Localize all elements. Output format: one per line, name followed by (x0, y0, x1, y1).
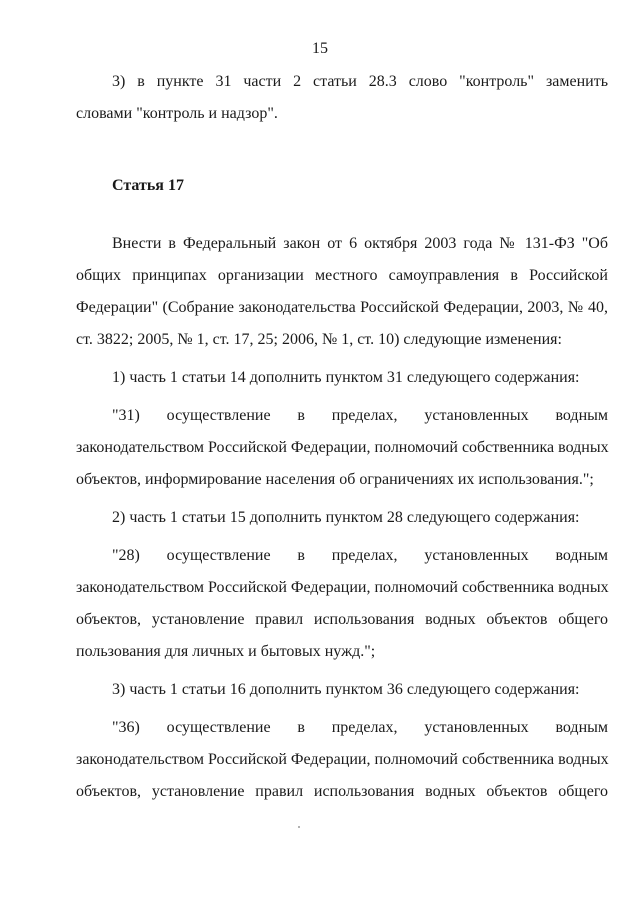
paragraph-item-2 (76, 502, 608, 534)
text-line: объектов, информирование населения об ограничениях их использования."; (76, 471, 594, 488)
text-line: объектов, установление правил использования водных объектов общего (76, 611, 608, 628)
paragraph-quote-36 (76, 712, 608, 808)
spacer (76, 130, 608, 170)
text-line: Внести в Федеральный закон от 6 октября 2003 года № 131-ФЗ "Об (112, 235, 608, 252)
paragraph-item-3 (76, 674, 608, 706)
text-line: словами "контроль и надзор". (76, 105, 278, 122)
text-line: 3) в пункте 31 части 2 статьи 28.3 слово "контроль" заменить (112, 73, 608, 90)
text-line: "31) осуществление в пределах, установленных водным (112, 407, 608, 424)
paragraph-item-1 (76, 362, 608, 394)
paragraph-amendment-3 (76, 66, 608, 130)
page-number: 15 (312, 40, 328, 57)
document-body (76, 66, 608, 808)
spacer (76, 202, 608, 228)
paragraph-quote-28 (76, 540, 608, 668)
text-line: 3) часть 1 статьи 16 дополнить пунктом 36 следующего содержания: (112, 681, 580, 698)
text-line: законодательством Российской Федерации, полномочий собственника водных (76, 579, 609, 596)
scan-speck (298, 826, 300, 828)
paragraph-quote-31 (76, 400, 608, 496)
text-line: ст. 3822; 2005, № 1, ст. 17, 25; 2006, № 1, ст. 10) следующие изменения: (76, 331, 562, 348)
text-line: Федерации" (Собрание законодательства Российской Федерации, 2003, № 40, (76, 299, 608, 316)
text-line: "36) осуществление в пределах, установленных водным (112, 719, 608, 736)
paragraph-intro (76, 228, 608, 356)
text-line: законодательством Российской Федерации, полномочий собственника водных (76, 439, 609, 456)
text-line: 2) часть 1 статьи 15 дополнить пунктом 28 следующего содержания: (112, 509, 580, 526)
text-line: объектов, установление правил использования водных объектов общего (76, 783, 608, 800)
text-line: "28) осуществление в пределах, установленных водным (112, 547, 608, 564)
text-line: общих принципах организации местного самоуправления в Российской (76, 267, 608, 284)
text-line: пользования для личных и бытовых нужд."; (76, 643, 376, 660)
article-heading: Статья 17 (112, 177, 184, 194)
text-line: законодательством Российской Федерации, полномочий собственника водных (76, 751, 609, 768)
text-line: 1) часть 1 статьи 14 дополнить пунктом 31 следующего содержания: (112, 369, 580, 386)
